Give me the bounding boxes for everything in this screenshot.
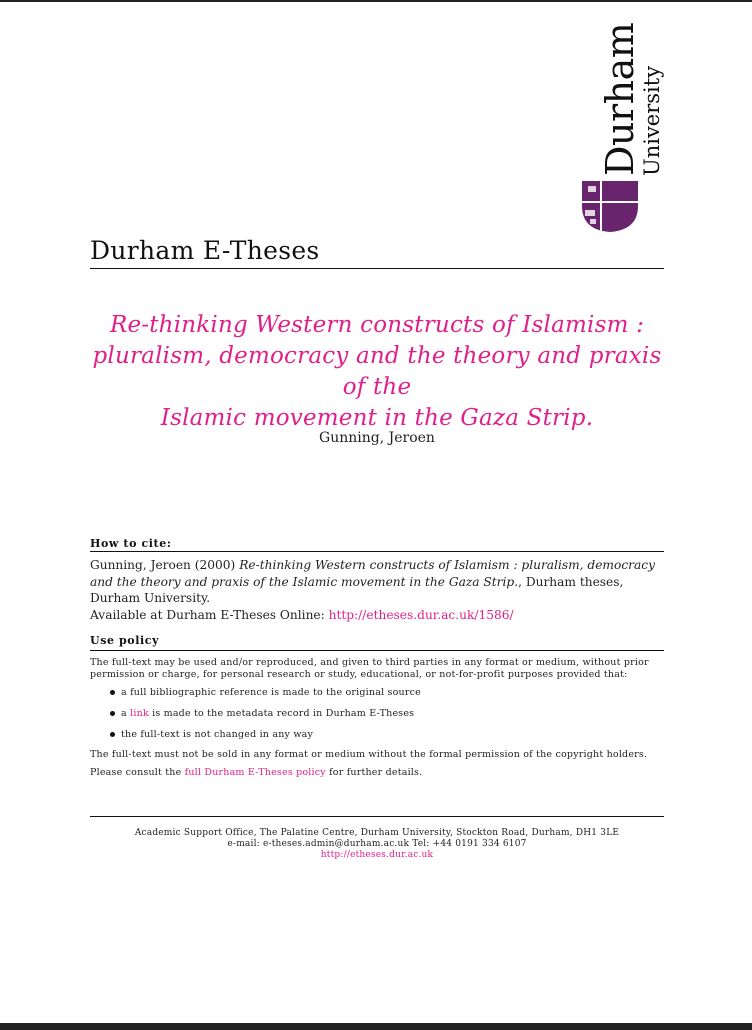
citation-title: Re-thinking Western constructs of Islamism : pluralism, democracy and the theory and praxis of the Islamic movement in the Gaza Strip.: [90, 558, 655, 589]
citation-suffix: , Durham theses, Durham University.: [90, 574, 624, 605]
title-divider: [90, 268, 664, 269]
how-to-cite-heading: How to cite:: [90, 537, 172, 550]
policy-consult-note: [90, 767, 422, 778]
bottom-border: [0, 1023, 752, 1030]
thesis-title: [88, 310, 666, 434]
policy-bullet: [110, 687, 421, 698]
bullet-icon: [110, 732, 115, 737]
policy-bullet: [110, 708, 414, 719]
citation-url-link[interactable]: http://etheses.dur.ac.uk/1586/: [328, 607, 514, 622]
policy-divider: [90, 650, 664, 651]
metadata-link[interactable]: link: [130, 708, 149, 719]
footer-url-link[interactable]: http://etheses.dur.ac.uk: [320, 850, 434, 860]
consult-text: for further details.: [325, 767, 423, 778]
bullet-icon: [110, 711, 115, 716]
bullet-icon: [110, 690, 115, 695]
policy-bullet-text: a: [121, 708, 131, 719]
policy-bullet-text: the full-text is not changed in any way: [121, 729, 314, 740]
logo-word-durham: Durham: [598, 22, 642, 176]
citation-available: Available at Durham E-Theses Online:: [90, 607, 329, 622]
policy-intro: The full-text may be used and/or reproduced, and given to third parties in any format or medium, without prior permission or charge, for personal research or study, educational, or not-for-profit purposes provided that:: [90, 657, 649, 680]
footer: [90, 828, 664, 861]
citation-prefix: Gunning, Jeroen (2000): [90, 558, 240, 572]
policy-bullet-text: a full bibliographic reference is made to the original source: [121, 687, 421, 698]
citation-text: [90, 557, 670, 623]
footer-address: Academic Support Office, The Palatine Centre, Durham University, Stockton Road, Durham, DH1 3LE: [134, 828, 620, 838]
top-border: [0, 0, 752, 2]
thesis-title-line: Re-thinking Western constructs of Islamism :: [109, 312, 645, 338]
policy-bullet-text: is made to the metadata record in Durham E-Theses: [148, 708, 415, 719]
policy-sale-note: The full-text must not be sold in any format or medium without the formal permission of the copyright holders.: [90, 749, 648, 760]
cite-divider: [90, 551, 664, 552]
thesis-title-line: Islamic movement in the Gaza Strip.: [160, 405, 594, 431]
footer-contact: e-mail: e-theses.admin@durham.ac.uk Tel: +44 0191 334 6107: [227, 839, 527, 849]
use-policy-heading: Use policy: [90, 634, 160, 647]
author-name: Gunning, Jeroen: [319, 430, 435, 446]
full-policy-link[interactable]: full Durham E-Theses policy: [184, 767, 326, 778]
site-title: Durham E-Theses: [90, 236, 320, 265]
consult-text: Please consult the: [90, 767, 185, 778]
footer-divider: [90, 816, 664, 817]
policy-bullet: [110, 729, 313, 740]
logo-word-university: University: [640, 65, 664, 176]
thesis-title-line: pluralism, democracy and the theory and praxis of the: [92, 343, 662, 400]
